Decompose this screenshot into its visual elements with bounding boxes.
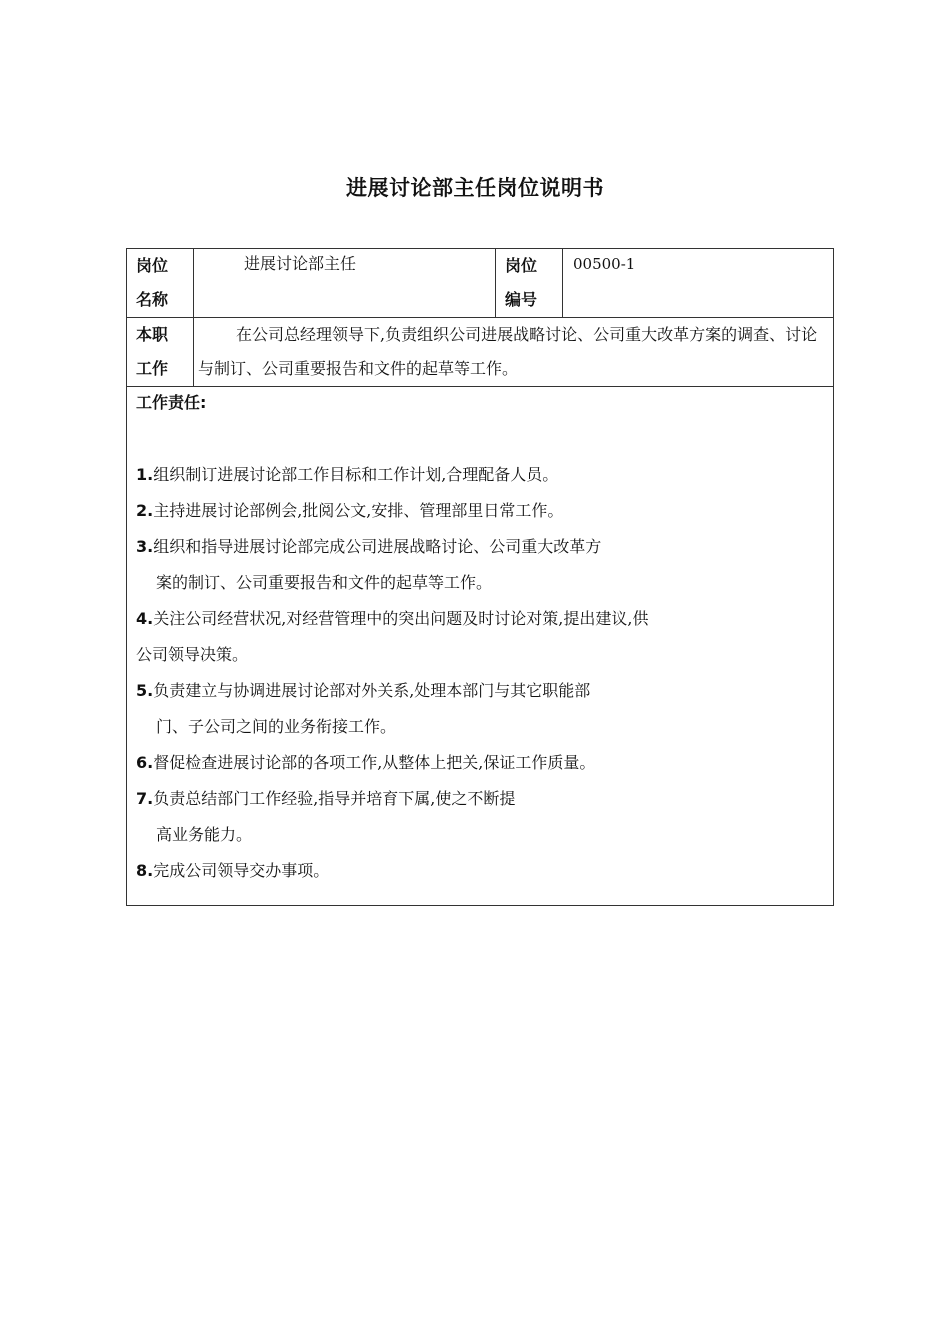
- item-number: 5.: [136, 681, 154, 700]
- list-item: [136, 853, 823, 889]
- item-number: 1.: [136, 465, 154, 484]
- position-name-label-line1: 岗位: [136, 256, 169, 275]
- item-number: 4.: [136, 609, 154, 628]
- list-item: [136, 745, 823, 781]
- item-text: 组织制订进展讨论部工作目标和工作计划,合理配备人员。: [153, 465, 559, 484]
- item-text: 主持进展讨论部例会,批阅公文,安排、管理部里日常工作。: [153, 501, 564, 520]
- duty-label: [127, 318, 194, 387]
- item-text-continued: 高业务能力。: [156, 825, 253, 844]
- position-name-label-line2: 名称: [136, 290, 169, 309]
- list-item: [136, 529, 823, 601]
- position-number-label-line1: 岗位: [505, 256, 538, 275]
- job-description-table: [126, 248, 834, 906]
- position-number-label-line2: 编号: [505, 290, 538, 309]
- item-number: 8.: [136, 861, 154, 880]
- item-number: 3.: [136, 537, 154, 556]
- position-row: [127, 249, 834, 318]
- position-number-label: [496, 249, 563, 318]
- position-number-value: 00500-1: [563, 249, 834, 318]
- item-text: 组织和指导进展讨论部完成公司进展战略讨论、公司重大改革方: [153, 537, 602, 556]
- item-text-continued: 案的制订、公司重要报告和文件的起草等工作。: [156, 573, 493, 592]
- document-title: 进展讨论部主任岗位说明书: [346, 176, 604, 200]
- item-text: 关注公司经营状况,对经营管理中的突出问题及时讨论对策,提出建议,供: [153, 609, 649, 628]
- list-item: [136, 673, 823, 745]
- item-number: 7.: [136, 789, 154, 808]
- item-number: 2.: [136, 501, 154, 520]
- responsibilities-heading: 工作责任:: [136, 393, 207, 412]
- duty-value: 在公司总经理领导下,负责组织公司进展战略讨论、公司重大改革方案的调查、讨论与制订、公司重要报告和文件的起草等工作。: [194, 318, 834, 387]
- item-text: 完成公司领导交办事项。: [153, 861, 330, 880]
- item-text-continued: 门、子公司之间的业务衔接工作。: [156, 717, 397, 736]
- list-item: [136, 457, 823, 493]
- list-item: [136, 601, 823, 673]
- responsibilities-cell: [127, 387, 834, 906]
- responsibilities-row: [127, 387, 834, 906]
- item-number: 6.: [136, 753, 154, 772]
- duty-label-line2: 工作: [136, 359, 169, 378]
- list-item: [136, 781, 823, 853]
- position-name-label: [127, 249, 194, 318]
- item-text: 负责建立与协调进展讨论部对外关系,处理本部门与其它职能部: [153, 681, 591, 700]
- item-text: 督促检查进展讨论部的各项工作,从整体上把关,保证工作质量。: [153, 753, 596, 772]
- item-text: 负责总结部门工作经验,指导并培育下属,使之不断提: [153, 789, 516, 808]
- list-item: [136, 493, 823, 529]
- item-text-continued: 公司领导决策。: [136, 645, 249, 664]
- position-name-value: 进展讨论部主任: [194, 249, 496, 318]
- duty-label-line1: 本职: [136, 325, 169, 344]
- duty-row: [127, 318, 834, 387]
